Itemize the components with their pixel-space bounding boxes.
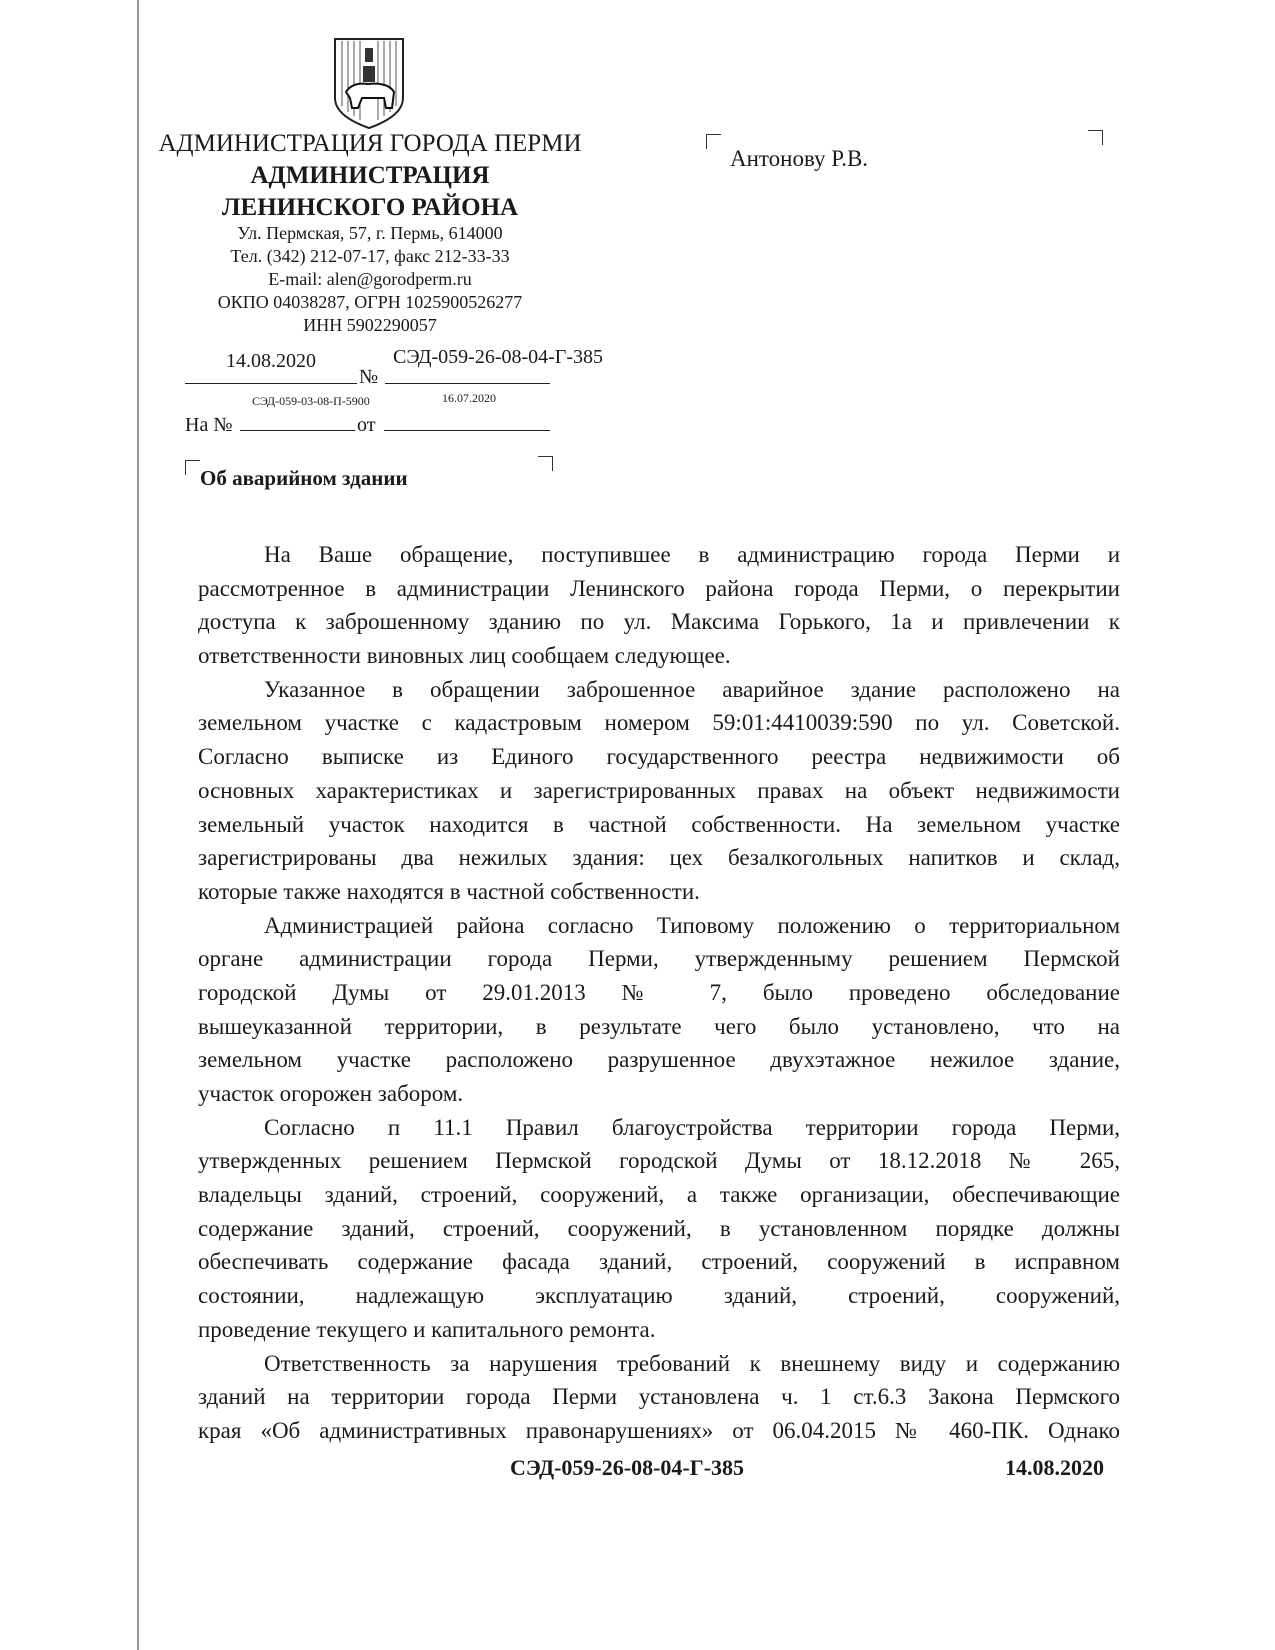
ref-label: На № [185,414,233,436]
paragraph [198,909,1120,1111]
paragraph-line: основных характеристиках и зарегистрированных правах на объект недвижимости [198,777,1120,803]
paragraph-line: Администрацией района согласно Типовому положению о территориальном [264,912,1120,938]
paragraph-line: которые также находятся в частной собственности. [198,878,700,904]
paragraph-line: земельном участке с кадастровым номером 59:01:4410039:590 по ул. Советской. [198,710,1120,736]
address-corner-mark [1088,130,1103,145]
subject: Об аварийном здании [200,466,408,490]
address-corner-mark [706,134,721,149]
address: Ул. Пермская, 57, г. Пермь, 614000 [237,223,503,243]
phone: Тел. (342) 212-07-17, факс 212-33-33 [230,246,510,266]
paragraph-line: зарегистрированы два нежилых здания: цех безалкогольных напитков и склад, [198,845,1120,871]
paragraph [198,1347,1120,1448]
scan-margin-line [137,0,139,1650]
ref-date: 16.07.2020 [442,391,496,405]
inn: ИНН 5902290057 [303,315,437,335]
dept-name [140,160,600,224]
paragraph-line: края «Об административных правонарушениях» от 06.04.2015 № 460-ПК. Однако [198,1417,1120,1443]
paragraph-line: участок огорожен забором. [198,1081,464,1106]
reg-date: 14.08.2020 [226,350,316,372]
subject-corner-mark [185,460,200,475]
footer-number: СЭД-059-26-08-04-Г-385 [510,1455,745,1480]
reg-number: СЭД-059-26-08-04-Г-385 [393,346,604,368]
underline [240,430,355,431]
paragraph-line: обеспечивать содержание фасада зданий, строений, сооружений в исправном [198,1249,1120,1275]
letter-body [198,538,1120,1448]
paragraph-line: проведение текущего и капитального ремонта. [198,1316,656,1342]
paragraph-line: Согласно п 11.1 Правил благоустройства территории города Перми, [264,1114,1120,1140]
dept-line-1: АДМИНИСТРАЦИЯ [250,162,490,189]
paragraph-line: вышеуказанной территории, в результате чего было установлено, что на [198,1013,1120,1039]
dept-line-2: ЛЕНИНСКОГО РАЙОНА [221,194,519,221]
underline [185,383,357,384]
paragraph-line: владельцы зданий, строений, сооружений, а также организации, обеспечивающие [198,1182,1120,1208]
paragraph-line: Указанное в обращении заброшенное аварийное здание расположено на [264,676,1120,702]
footer-date: 14.08.2020 [1005,1455,1104,1480]
ref-from-label: от [357,414,376,436]
paragraph-line: Ответственность за нарушения требований к внешнему виду и содержанию [264,1350,1120,1376]
underline [385,383,550,384]
paragraph-line: рассмотренное в администрации Ленинского района города Перми, о перекрытии [198,575,1120,601]
recipient: Антонову Р.В. [730,146,869,171]
org-name: АДМИНИСТРАЦИЯ ГОРОДА ПЕРМИ [158,130,582,157]
paragraph-line: земельном участке расположено разрушенное двухэтажное нежилое здание, [198,1047,1120,1073]
paragraph-line: зданий на территории города Перми установлена ч. 1 ст.6.3 Закона Пермского [198,1384,1120,1410]
paragraph-line: содержание зданий, строений, сооружений, в установленном порядке должны [198,1215,1120,1241]
paragraph-line: утвержденных решением Пермской городской Думы от 18.12.2018 № 265, [198,1148,1120,1174]
paragraph [198,538,1120,673]
paragraph-line: земельный участок находится в частной собственности. На земельном участке [198,811,1120,837]
number-label: № [359,366,379,388]
subject-corner-mark [538,456,553,471]
paragraph-line: доступа к заброшенному зданию по ул. Максима Горького, 1а и привлечении к [198,609,1120,635]
paragraph-line: городской Думы от 29.01.2013 № 7, было проведено обследование [198,979,1120,1005]
paragraph-line: состоянии, надлежащую эксплуатацию зданий, строений, сооружений, [198,1283,1120,1309]
paragraph [198,1111,1120,1347]
ref-number: СЭД-059-03-08-П-5900 [252,394,370,408]
paragraph-line: ответственности виновных лиц сообщаем следующее. [198,643,731,669]
email: E-mail: alen@gorodperm.ru [268,269,472,289]
perm-coat-of-arms-icon [332,36,406,130]
underline [384,430,550,431]
paragraph [198,673,1120,909]
paragraph-line: органе администрации города Перми, утвержденныму решением Пермской [198,946,1120,972]
org-codes: ОКПО 04038287, ОГРН 1025900526277 [217,292,523,312]
paragraph-line: Согласно выписке из Единого государственного реестра недвижимости об [198,744,1120,770]
contact-block [140,222,600,337]
paragraph-line: На Ваше обращение, поступившее в администрацию города Перми и [264,542,1120,567]
